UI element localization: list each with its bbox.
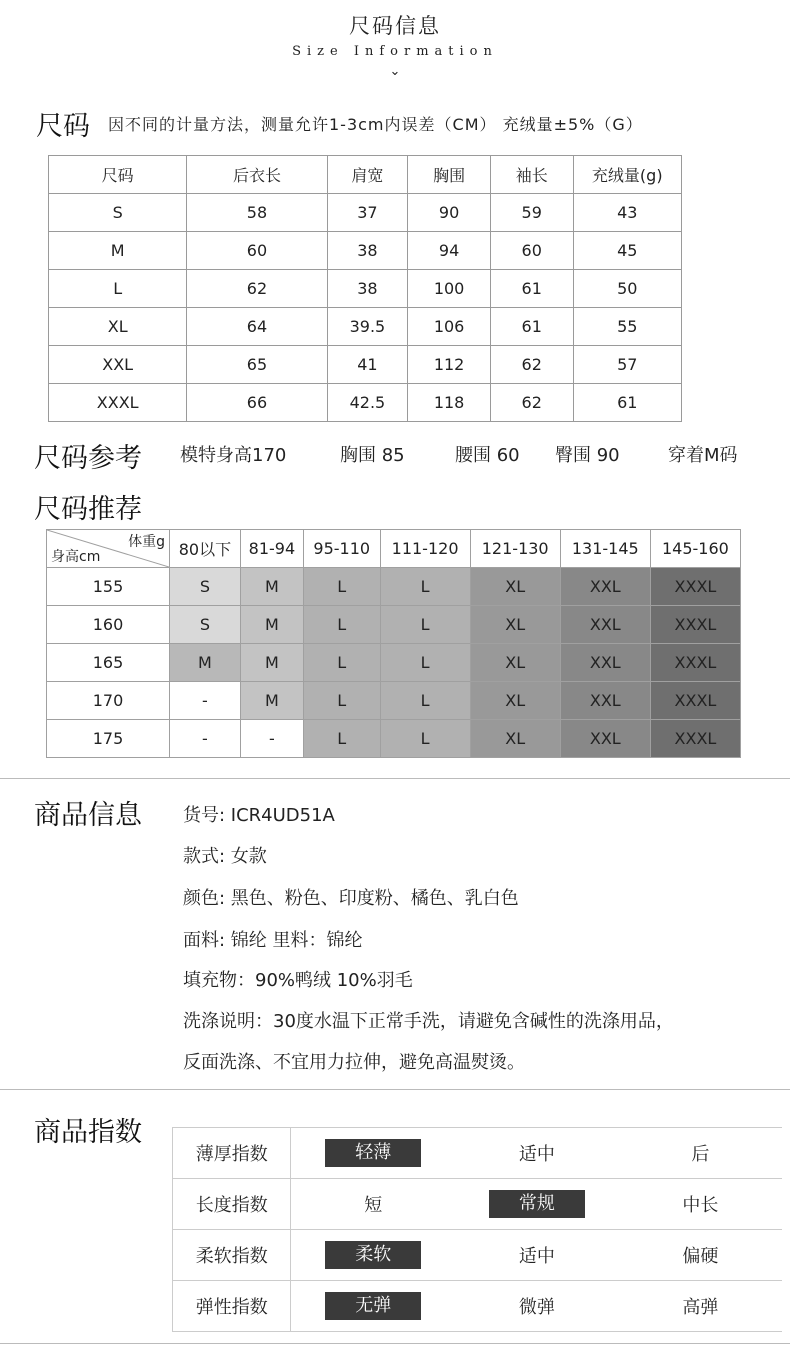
table-cell: XL — [49, 308, 187, 346]
size-note: 因不同的计量方法，测量允许1-3cm内误差（CM） 充绒量±5%（G） — [108, 115, 643, 134]
table-cell: L — [49, 270, 187, 308]
weight-header: 121-130 — [470, 530, 560, 568]
size-ref-heading: 尺码参考 — [34, 443, 142, 474]
rec-cell: L — [380, 606, 470, 644]
table-cell: S — [49, 194, 187, 232]
rec-cell: M — [240, 644, 303, 682]
table-row — [49, 270, 682, 308]
rec-cell: S — [170, 606, 241, 644]
table-cell: 62 — [490, 384, 573, 422]
index-option-text: 适中 — [518, 1144, 555, 1165]
rec-cell: XXXL — [650, 644, 740, 682]
section-title-en: Size Information — [292, 44, 498, 59]
table-cell: 100 — [408, 270, 491, 308]
weight-header: 145-160 — [650, 530, 740, 568]
product-index-table — [172, 1127, 782, 1332]
column-header: 后衣长 — [187, 156, 327, 194]
table-cell: 62 — [490, 346, 573, 384]
height-cell: 160 — [47, 606, 170, 644]
index-row — [173, 1281, 783, 1332]
rec-cell: XL — [470, 606, 560, 644]
index-row — [173, 1230, 783, 1281]
rec-cell: L — [380, 568, 470, 606]
index-option — [291, 1281, 455, 1332]
column-header: 袖长 — [490, 156, 573, 194]
weight-axis-label: 体重g — [128, 534, 165, 550]
column-header: 尺码 — [49, 156, 187, 194]
rec-cell: L — [380, 720, 470, 758]
rec-cell: L — [303, 606, 380, 644]
size-rec-table — [46, 529, 741, 758]
size-heading: 尺码 — [36, 111, 90, 142]
weight-header: 95-110 — [303, 530, 380, 568]
rec-cell: L — [303, 568, 380, 606]
rec-cell: M — [170, 644, 241, 682]
index-option — [455, 1230, 619, 1281]
rec-cell: L — [380, 644, 470, 682]
ref-waist: 腰围 60 — [455, 445, 520, 466]
rec-cell: XXL — [560, 568, 650, 606]
height-cell: 175 — [47, 720, 170, 758]
index-option-text: 偏硬 — [682, 1246, 719, 1267]
table-cell: XXL — [49, 346, 187, 384]
table-cell: 61 — [573, 384, 681, 422]
index-option-text: 中长 — [682, 1195, 719, 1216]
ref-model-height: 模特身高170 — [180, 445, 287, 466]
rec-cell: XL — [470, 682, 560, 720]
info-style: 款式: 女款 — [183, 846, 267, 867]
table-cell: 57 — [573, 346, 681, 384]
rec-header-row — [47, 530, 741, 568]
table-cell: 55 — [573, 308, 681, 346]
rec-cell: L — [303, 682, 380, 720]
index-option — [291, 1128, 455, 1179]
table-cell: M — [49, 232, 187, 270]
height-cell: 165 — [47, 644, 170, 682]
table-row — [49, 194, 682, 232]
info-washing-2: 反面洗涤、不宜用力拉伸，避免高温熨烫。 — [183, 1052, 525, 1073]
weight-header: 81-94 — [240, 530, 303, 568]
table-cell: 58 — [187, 194, 327, 232]
rec-cell: XXL — [560, 720, 650, 758]
table-cell: 41 — [327, 346, 408, 384]
table-cell: 39.5 — [327, 308, 408, 346]
index-option — [455, 1281, 619, 1332]
index-option — [619, 1281, 782, 1332]
index-option — [455, 1179, 619, 1230]
rec-cell: XXXL — [650, 682, 740, 720]
table-cell: 61 — [490, 308, 573, 346]
rec-cell: S — [170, 568, 241, 606]
table-cell: XXXL — [49, 384, 187, 422]
index-option-text: 高弹 — [682, 1297, 719, 1318]
rec-cell: XXXL — [650, 720, 740, 758]
rec-corner-cell — [47, 530, 170, 568]
product-info-heading: 商品信息 — [34, 800, 142, 831]
info-color: 颜色: 黑色、粉色、印度粉、橘色、乳白色 — [183, 888, 519, 909]
ref-hip: 臀围 90 — [555, 445, 620, 466]
table-cell: 61 — [490, 270, 573, 308]
index-option-text: 无弹 — [325, 1292, 421, 1320]
weight-header: 80以下 — [170, 530, 241, 568]
rec-cell: XXXL — [650, 568, 740, 606]
rec-cell: XL — [470, 568, 560, 606]
table-row — [47, 606, 741, 644]
index-option-text: 短 — [364, 1195, 383, 1216]
table-row — [47, 720, 741, 758]
table-cell: 50 — [573, 270, 681, 308]
table-cell: 112 — [408, 346, 491, 384]
index-option-text: 轻薄 — [325, 1139, 421, 1167]
index-option — [619, 1230, 782, 1281]
column-header: 肩宽 — [327, 156, 408, 194]
product-index-heading: 商品指数 — [34, 1117, 142, 1148]
index-option-text: 适中 — [518, 1246, 555, 1267]
table-cell: 37 — [327, 194, 408, 232]
height-cell: 170 — [47, 682, 170, 720]
table-row — [49, 232, 682, 270]
index-option — [619, 1128, 782, 1179]
index-option — [619, 1179, 782, 1230]
column-header: 胸围 — [408, 156, 491, 194]
table-cell: 42.5 — [327, 384, 408, 422]
table-cell: 45 — [573, 232, 681, 270]
table-cell: 62 — [187, 270, 327, 308]
ref-wearing-size: 穿着M码 — [668, 445, 738, 466]
table-row — [47, 568, 741, 606]
table-row — [49, 384, 682, 422]
table-cell: 65 — [187, 346, 327, 384]
ref-bust: 胸围 85 — [340, 445, 405, 466]
rec-cell: M — [240, 606, 303, 644]
table-cell: 106 — [408, 308, 491, 346]
rec-cell: L — [380, 682, 470, 720]
rec-cell: XXL — [560, 682, 650, 720]
section-divider — [0, 1089, 790, 1090]
table-cell: 43 — [573, 194, 681, 232]
table-cell: 60 — [490, 232, 573, 270]
info-washing-1: 洗涤说明：30度水温下正常手洗，请避免含碱性的洗涤用品， — [183, 1011, 674, 1032]
section-divider — [0, 778, 790, 779]
size-rec-heading: 尺码推荐 — [34, 494, 142, 525]
height-axis-label: 身高cm — [51, 549, 101, 565]
table-cell: 66 — [187, 384, 327, 422]
index-option-text: 柔软 — [325, 1241, 421, 1269]
rec-cell: L — [303, 720, 380, 758]
rec-cell: L — [303, 644, 380, 682]
section-title-cn: 尺码信息 — [349, 14, 441, 38]
index-label: 薄厚指数 — [173, 1128, 291, 1179]
column-header: 充绒量(g) — [573, 156, 681, 194]
rec-cell: XL — [470, 720, 560, 758]
index-option — [291, 1179, 455, 1230]
weight-header: 131-145 — [560, 530, 650, 568]
table-cell: 64 — [187, 308, 327, 346]
table-cell: 59 — [490, 194, 573, 232]
rec-cell: XXL — [560, 644, 650, 682]
rec-cell: XXXL — [650, 606, 740, 644]
table-cell: 38 — [327, 270, 408, 308]
index-option-text: 常规 — [489, 1190, 585, 1218]
weight-header: 111-120 — [380, 530, 470, 568]
table-cell: 94 — [408, 232, 491, 270]
rec-cell: XL — [470, 644, 560, 682]
index-label: 长度指数 — [173, 1179, 291, 1230]
index-row — [173, 1179, 783, 1230]
table-cell: 118 — [408, 384, 491, 422]
table-row — [49, 308, 682, 346]
info-material: 面料: 锦纶 里料：锦纶 — [183, 930, 363, 951]
size-table — [48, 155, 682, 422]
rec-cell: - — [170, 720, 241, 758]
index-label: 弹性指数 — [173, 1281, 291, 1332]
size-table-header — [49, 156, 682, 194]
info-sku: 货号: ICR4UD51A — [183, 805, 335, 826]
chevron-down-icon: ⌄ — [389, 64, 401, 79]
table-cell: 60 — [187, 232, 327, 270]
index-option-text: 后 — [691, 1144, 710, 1165]
rec-cell: - — [170, 682, 241, 720]
info-filling: 填充物：90%鸭绒 10%羽毛 — [183, 970, 413, 991]
index-option-text: 微弹 — [518, 1297, 555, 1318]
index-option — [455, 1128, 619, 1179]
index-label: 柔软指数 — [173, 1230, 291, 1281]
table-row — [49, 346, 682, 384]
section-divider — [0, 1343, 790, 1344]
table-row — [47, 644, 741, 682]
rec-cell: - — [240, 720, 303, 758]
table-row — [47, 682, 741, 720]
rec-cell: XXL — [560, 606, 650, 644]
index-option — [291, 1230, 455, 1281]
table-cell: 90 — [408, 194, 491, 232]
height-cell: 155 — [47, 568, 170, 606]
index-row — [173, 1128, 783, 1179]
table-cell: 38 — [327, 232, 408, 270]
rec-cell: M — [240, 568, 303, 606]
rec-cell: M — [240, 682, 303, 720]
